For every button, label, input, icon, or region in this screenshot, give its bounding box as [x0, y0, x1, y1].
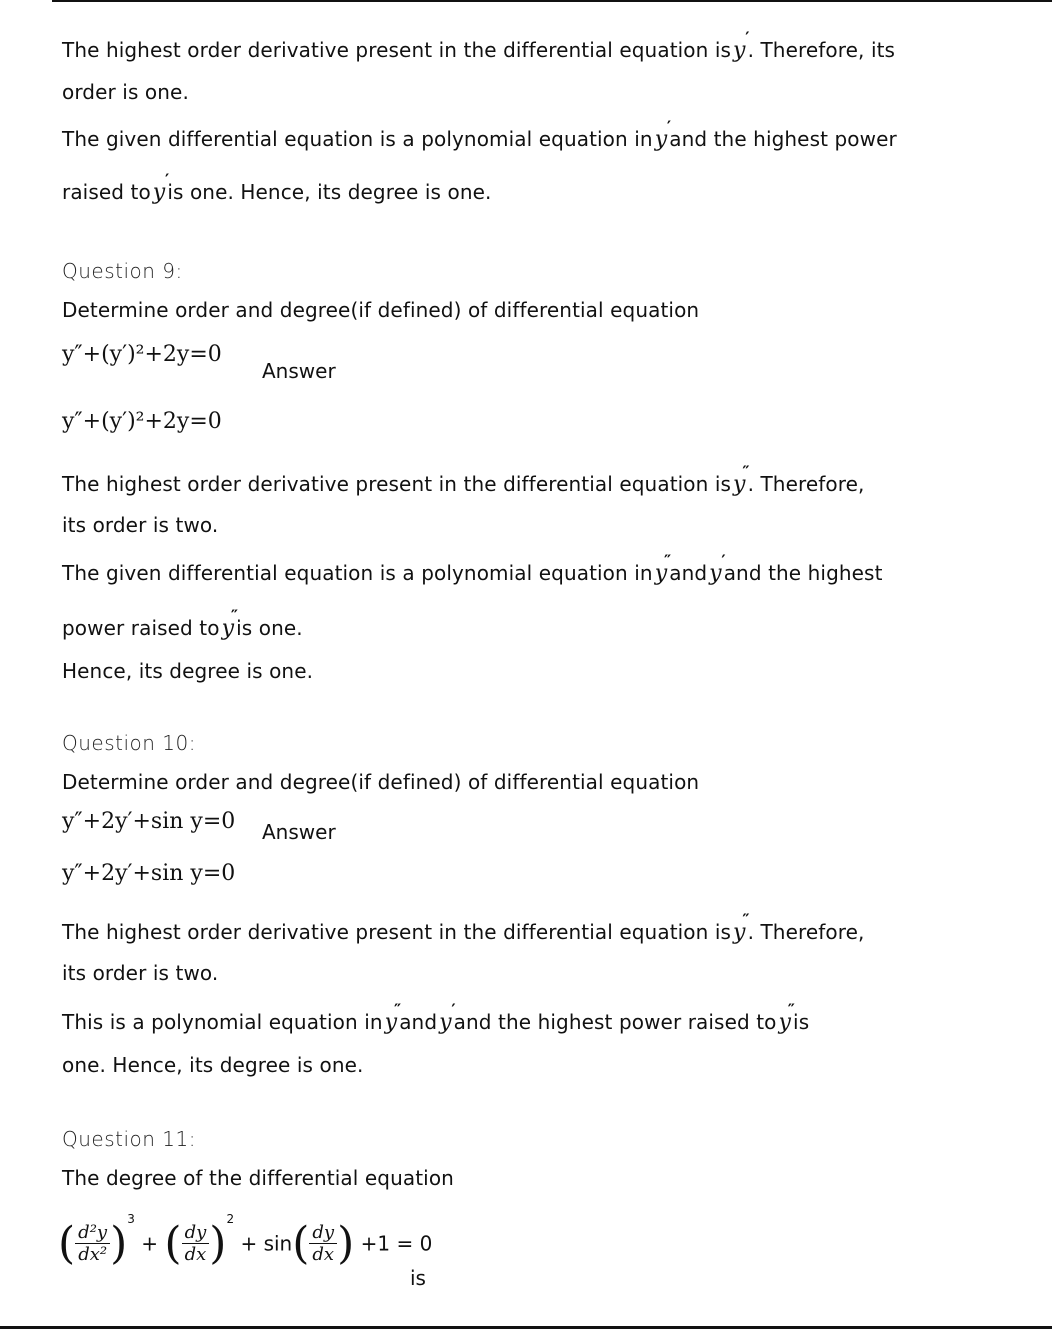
- text-line: [62, 606, 303, 641]
- text-segment: . Therefore, its: [747, 38, 896, 62]
- text-segment: The given differential equation is a polynomial equation in: [62, 127, 653, 151]
- text-line: [62, 910, 865, 945]
- y-double-prime-symbol: y ″: [733, 910, 750, 945]
- text-segment: . Therefore,: [747, 472, 865, 496]
- answer-label: Answer: [262, 820, 336, 844]
- y-prime-symbol: y ′: [439, 1000, 456, 1035]
- answer-label: Answer: [262, 359, 336, 383]
- question-10-prompt: Determine order and degree(if defined) of differential equation: [62, 770, 700, 794]
- y-prime-symbol: y ′: [654, 117, 672, 152]
- question-11-prompt: The degree of the differential equation: [62, 1166, 454, 1190]
- sin-label: sin: [263, 1231, 293, 1256]
- text-line: Hence, its degree is one.: [62, 659, 314, 683]
- text-segment: and: [669, 561, 708, 585]
- y-double-prime-symbol: y ″: [654, 551, 672, 586]
- text-segment: and the highest power: [669, 127, 897, 151]
- text-segment: and the highest: [723, 561, 883, 585]
- text-line: one. Hence, its degree is one.: [62, 1053, 364, 1077]
- text-segment: is one. Hence, its degree is one.: [167, 180, 492, 204]
- fraction: $\frac{dy}{dx}$: [182, 1222, 210, 1265]
- text-line: order is one.: [62, 80, 189, 104]
- question-10-heading: Question 10:: [62, 731, 196, 755]
- question-9-prompt: Determine order and degree(if defined) of differential equation: [62, 298, 700, 322]
- text-segment: This is a polynomial equation in: [62, 1010, 383, 1034]
- text-segment: The highest order derivative present in the differential equation is: [62, 920, 732, 944]
- y-prime-symbol: y ′: [709, 551, 726, 586]
- fraction: $\frac{\text{d²y}}{\text{dx²}}$: [75, 1222, 110, 1265]
- top-rule: [52, 0, 1052, 2]
- text-segment: is one.: [236, 616, 303, 640]
- question-10-answer-equation: y″+2y′+sin y=0: [62, 861, 236, 886]
- text-segment: power raised to: [62, 616, 220, 640]
- question-10-equation: y″+2y′+sin y=0: [62, 809, 236, 834]
- fraction: $\frac{dy}{dx}$: [309, 1222, 337, 1265]
- question-11-heading: Question 11:: [62, 1127, 196, 1151]
- equals-zero: 1 = 0: [377, 1231, 433, 1256]
- text-line: [62, 462, 865, 497]
- question-9-equation: y″+(y′)²+2y=0: [62, 342, 222, 367]
- text-line: [62, 551, 883, 586]
- text-segment: raised to: [62, 180, 151, 204]
- y-double-prime-symbol: y ″: [733, 462, 750, 497]
- question-9-heading: Question 9:: [62, 259, 183, 283]
- question-11-equation: ( $\frac{\text{d²y}}{\text{dx²}}$ )$^3$ + ( $\frac{dy}{dx}$ )$^2$ + sin( $\frac{dy}{dx}$ ) +1 = 0: [58, 1212, 433, 1269]
- text-line: its order is two.: [62, 961, 219, 985]
- text-segment: . Therefore,: [747, 920, 865, 944]
- y-double-prime-symbol: y ″: [778, 1000, 796, 1035]
- text-segment: The highest order derivative present in the differential equation is: [62, 472, 732, 496]
- text-segment: is: [793, 1010, 810, 1034]
- y-double-prime-symbol: y ″: [221, 606, 239, 641]
- text-line: [62, 170, 492, 205]
- bottom-rule: [0, 1326, 1052, 1329]
- text-line: its order is two.: [62, 513, 219, 537]
- y-prime-symbol: y ′: [733, 28, 750, 63]
- text-line: [62, 117, 897, 152]
- text-line: [62, 1000, 810, 1035]
- text-segment: and: [399, 1010, 438, 1034]
- question-9-answer-equation: y″+(y′)²+2y=0: [62, 409, 222, 434]
- y-double-prime-symbol: y ″: [384, 1000, 402, 1035]
- y-prime-symbol: y ′: [152, 170, 170, 205]
- text-line: [62, 28, 896, 63]
- text-segment: The highest order derivative present in the differential equation is: [62, 38, 732, 62]
- question-11-tail: is: [410, 1266, 426, 1290]
- text-segment: The given differential equation is a polynomial equation in: [62, 561, 653, 585]
- text-segment: and the highest power raised to: [453, 1010, 777, 1034]
